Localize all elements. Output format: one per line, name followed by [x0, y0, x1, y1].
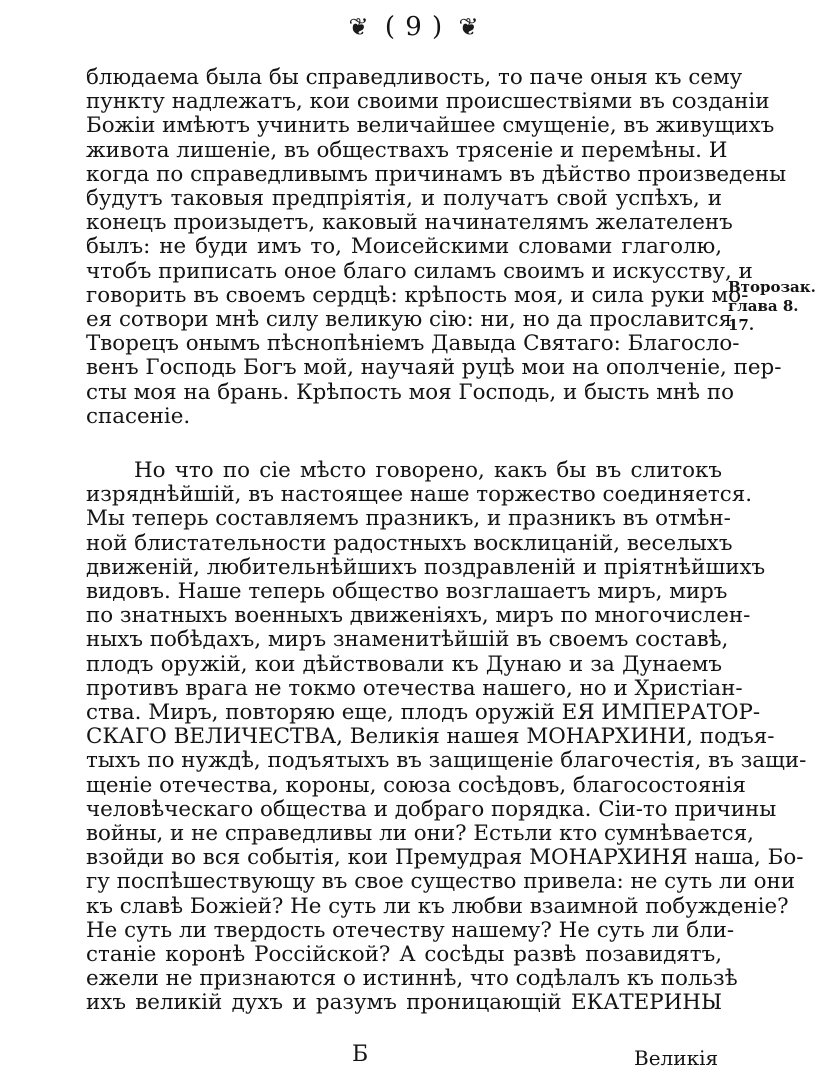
text-line: войны, и не справедливы ли они? Естьли кто сумнѣвается,	[86, 821, 754, 847]
text-line: человѣческаго общества и добраго порядка. Сіи-то причины	[86, 796, 777, 822]
text-line: ихъ великій духъ и разумъ проницающій ЕКАТЕРИНЫ	[86, 990, 722, 1016]
text-line: ныхъ побѣдахъ, миръ знаменитѣйшій въ своемъ составѣ,	[86, 627, 729, 653]
margin-note-line: 17.	[728, 316, 755, 334]
right-ornament-icon: ❦	[458, 13, 480, 41]
text-line: ея сотвори мнѣ силу великую сію: ни, но да прославится	[86, 307, 733, 333]
text-line: Божіи имѣютъ учинить величайшее смущеніе, въ живущихъ	[86, 113, 775, 139]
text-line: Но что по сіе мѣсто говорено, какъ бы въ слитокъ	[134, 458, 722, 483]
text-line: Творецъ онымъ пѣснопѣніемъ Давыда Святаго: Благосло-	[86, 331, 740, 357]
text-line: изряднѣйшій, въ настоящее наше торжество соединяется.	[86, 482, 753, 508]
text-line: ежели не признаются о истиннѣ, что содѣлалъ къ пользѣ	[86, 966, 738, 992]
text-line: Не суть ли твердость отечеству нашему? Не суть ли бли-	[86, 917, 735, 943]
signature-mark: Б	[352, 1042, 369, 1067]
text-line: ной блистательности радостныхъ восклицаній, веселыхъ	[86, 530, 733, 556]
text-line: гу поспѣшествующу въ свое существо привела: не суть ли они	[86, 869, 796, 895]
left-ornament-icon: ❦	[348, 13, 370, 41]
text-line: блюдаема была бы справедливость, то паче оныя къ сему	[86, 65, 743, 90]
text-line: живота лишеніе, въ обществахъ трясеніе и перемѣны. И	[86, 137, 728, 163]
text-line: сты моя на брань. Крѣпость моя Господь, и бысть мнѣ по	[86, 379, 734, 405]
text-line: тыхъ по нуждѣ, подъятыхъ въ защищеніе благочестія, въ защи-	[86, 748, 807, 774]
text-line: къ славѣ Божіей? Не суть ли къ любви взаимной побужденіе?	[86, 893, 789, 919]
text-line: движеній, любительнѣйшихъ поздравленій и пріятнѣйшихъ	[86, 554, 766, 580]
text-line: спасеніе.	[86, 403, 191, 429]
text-line: взойди во вся событія, кои Премудрая МОНАРХИНЯ наша, Бо-	[86, 845, 804, 871]
text-line: ства. Миръ, повторяю еще, плодъ оружій ЕЯ ИМПЕРАТОР-	[86, 700, 761, 726]
paragraph-2	[86, 458, 807, 1016]
margin-note	[728, 278, 824, 335]
margin-note-line: Второзак.	[728, 278, 816, 296]
text-line: противъ врага не токмо отечества нашего, но и Христіан-	[86, 675, 743, 701]
text-line: когда по справедливымъ причинамъ въ дѣйство произведены	[86, 161, 787, 187]
page-number: ( 9 )	[384, 12, 444, 42]
catchword: Великія	[634, 1046, 719, 1070]
text-line: щеніе отечества, короны, союза сосѣдовъ, благосостоянія	[86, 772, 746, 798]
margin-note-line: глава 8.	[728, 297, 799, 315]
text-line: чтобъ приписать оное благо силамъ своимъ и искусству, и	[86, 258, 753, 284]
text-line: Мы теперь составляемъ празникъ, и празникъ въ отмѣн-	[86, 506, 731, 532]
text-line: венъ Господь Богъ мой, научаяй руцѣ мои на ополченіе, пер-	[86, 355, 782, 381]
text-line: по знатныхъ военныхъ движеніяхъ, миръ по многочислен-	[86, 603, 751, 629]
text-line: былъ: не буди имъ то, Моисейскими словами глаголю,	[86, 234, 722, 260]
text-line: станіе коронѣ Россійской? А сосѣды развѣ позавидятъ,	[86, 942, 722, 968]
page-header	[0, 12, 828, 42]
text-line: видовъ. Наше теперь общество возглашаетъ миръ, миръ	[86, 579, 728, 605]
text-line: конецъ произыдетъ, каковый начинателямъ желателенъ	[86, 210, 733, 236]
text-line: будутъ таковыя предпріятія, и получатъ свой успѣхъ, и	[86, 186, 722, 212]
text-line: пункту надлежатъ, кои своими происшествіями въ созданіи	[86, 89, 770, 115]
text-line: говорить въ своемъ сердцѣ: крѣпость моя, и сила руки мо-	[86, 282, 749, 308]
text-line: СКАГО ВЕЛИЧЕСТВА, Великія нашея МОНАРХИНИ, подъя-	[86, 724, 775, 750]
text-line: плодъ оружій, кои дѣйствовали къ Дунаю и за Дунаемъ	[86, 651, 722, 677]
